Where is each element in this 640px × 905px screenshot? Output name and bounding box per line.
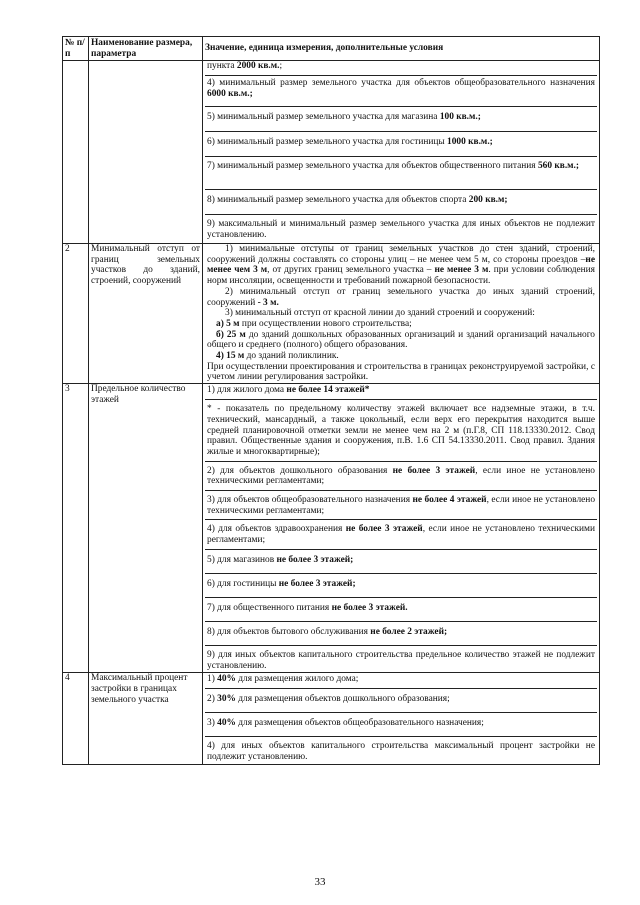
- parameter-name: Максимальный процент застройки в границах земельного участка: [89, 673, 203, 764]
- list-item: пункта 2000 кв.м.;: [207, 61, 283, 71]
- list-item: 3) для объектов общеобразовательного назначения не более 4 этажей, если иное не установлено техническими регламентами;: [205, 490, 597, 519]
- list-item: 8) минимальный размер земельного участка для объектов спорта 200 кв.м;: [205, 189, 597, 214]
- list-item: 9) для иных объектов капитального строительства предельное количество этажей не подлежит установлению.: [205, 645, 597, 672]
- list-item: 1) 40% для размещения жилого дома;: [207, 674, 359, 685]
- header-num: № п/п: [63, 37, 89, 61]
- list-item: 6) для гостиницы не более 3 этажей;: [205, 573, 597, 597]
- list-item: 9) максимальный и минимальный размер земельного участка для иных объектов не подлежит установлению.: [205, 214, 597, 243]
- table-row-4: [63, 673, 600, 764]
- header-name: Наименование размера, параметра: [89, 37, 203, 61]
- page-number: 33: [314, 876, 326, 888]
- regulations-table: [62, 36, 600, 765]
- list-item: 4) для объектов здравоохранения не более 3 этажей, если иное не установлено техническими регламентами;: [205, 519, 597, 548]
- table-header-row: [63, 37, 600, 61]
- list-item: 7) минимальный размер земельного участка для объектов общественного питания 560 кв.м.;: [205, 156, 597, 189]
- table-row-2: [63, 244, 600, 384]
- header-value: Значение, единица измерения, дополнительные условия: [203, 37, 600, 61]
- table-row-3: [63, 384, 600, 673]
- paragraph: б) 25 м до зданий дошкольных образованных организаций и зданий организаций начального общего и среднего (полного) общего образования.: [207, 329, 595, 351]
- row-number: 2: [63, 244, 89, 384]
- paragraph: 3) минимальный отступ от красной линии до зданий строений и сооружений:: [225, 308, 535, 319]
- list-item: 7) для общественного питания не более 3 этажей.: [205, 597, 597, 621]
- cell-value: [203, 61, 600, 244]
- list-item: 1) для жилого дома не более 14 этажей*: [207, 385, 370, 396]
- paragraph: 1) минимальные отступы от границ земельных участков до стен зданий, строений, сооружений должны составлять со стороны улиц – не менее чем 5 м, со стороны проездов –не менее чем 3 м, от других границ земельного участка – не менее 3 м. при условии соблюдения норм инсоляции, освещенности и требований пожарной безопасности.: [207, 244, 595, 287]
- cell-num: [63, 61, 89, 244]
- list-item: 2) для объектов дошкольного образования не более 3 этажей, если иное не установлено техническими регламентами;: [205, 461, 597, 490]
- paragraph: 4) 15 м до зданий поликлиник.: [216, 351, 339, 362]
- table-row-1-continued: [63, 61, 600, 244]
- list-item: 4) минимальный размер земельного участка для объектов общеобразовательного назначения 6000 кв.м.;: [205, 75, 597, 106]
- list-item: 6) минимальный размер земельного участка для гостиницы 1000 кв.м.;: [205, 131, 597, 156]
- list-item: 3) 40% для размещения объектов общеобразовательного назначения;: [205, 712, 597, 736]
- footnote-paragraph: * - показатель по предельному количеству этажей включает все надземные этажи, в т.ч. технический, мансардный, а также цокольный, если верх его перекрытия находится выше средней планировочной отметки земли не менее чем на 2 м (п.Г.8, СП 118.13330.2012. Свод правил. Общественные здания и сооружения, п.В. 1.6 СП 54.13330.2011. Свод правил. Здания жилые и многоквартирные);: [205, 399, 597, 461]
- list-item: 5) для магазинов не более 3 этажей;: [205, 549, 597, 573]
- parameter-value: [203, 244, 600, 384]
- list-item: 4) для иных объектов капитального строительства максимальный процент застройки не подлежит установлению.: [205, 736, 597, 763]
- parameter-value: [203, 384, 600, 673]
- parameter-name: Минимальный отступ от границ земельных участков до зданий, строений, сооружений: [89, 244, 203, 384]
- list-item: 5) минимальный размер земельного участка для магазина 100 кв.м.;: [205, 106, 597, 131]
- list-item: 8) для объектов бытового обслуживания не более 2 этажей;: [205, 621, 597, 645]
- paragraph: а) 5 м при осуществлении нового строительства;: [216, 318, 412, 329]
- parameter-name: Предельное количество этажей: [89, 384, 203, 673]
- paragraph: При осуществлении проектирования и строительства в границах реконструируемой застройки, с учетом линии регулирования застройки.: [207, 361, 595, 383]
- parameter-value: [203, 673, 600, 764]
- row-number: 3: [63, 384, 89, 673]
- cell-name: [89, 61, 203, 244]
- list-item: 2) 30% для размещения объектов дошкольного образования;: [205, 688, 597, 712]
- row-number: 4: [63, 673, 89, 764]
- paragraph: 2) минимальный отступ от границ земельного участка до иных зданий строений, сооружений - 3 м.: [207, 286, 595, 308]
